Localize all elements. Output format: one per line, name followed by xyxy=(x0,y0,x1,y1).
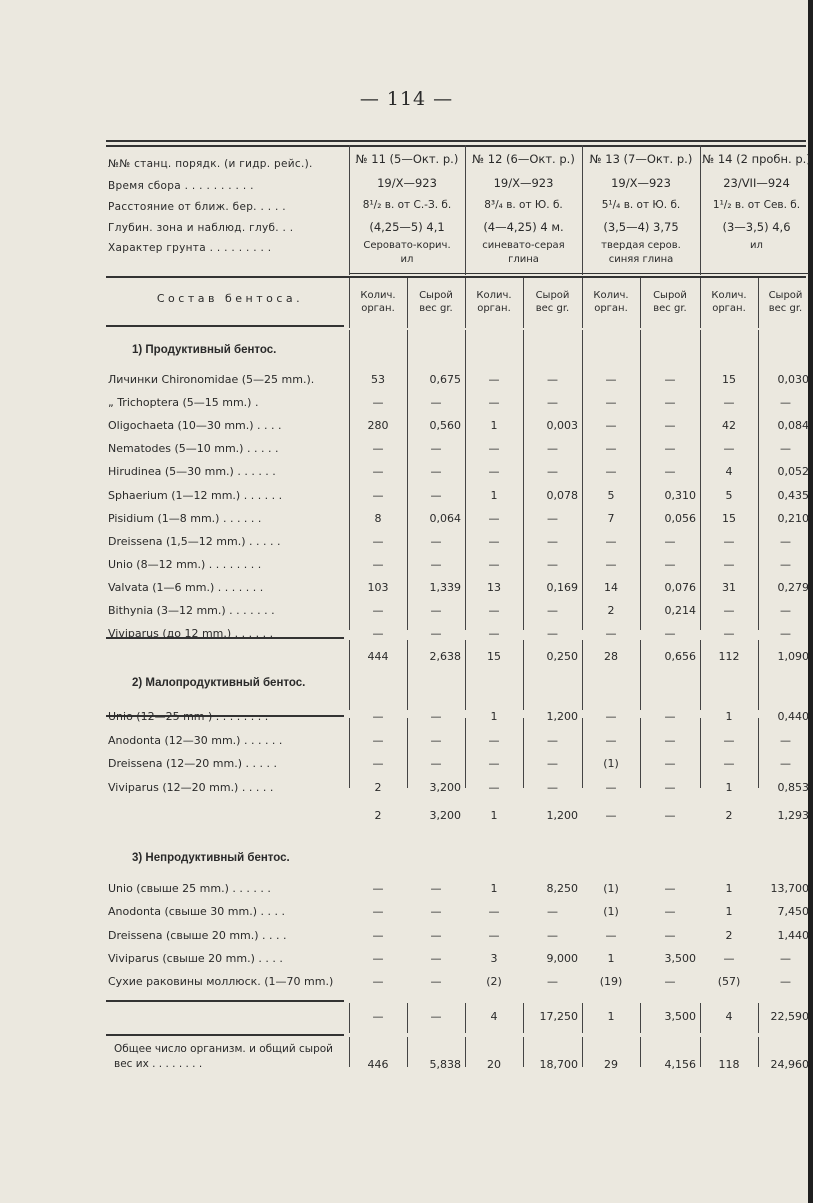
data-cell: — xyxy=(605,733,617,747)
row-label: Valvata (1—6 mm.) . . . . . . . xyxy=(108,580,264,594)
data-cell: — xyxy=(780,604,791,617)
data-cell: — xyxy=(723,534,735,548)
station-number: № 11 (5—Окт. р.) xyxy=(355,152,459,166)
data-cell: (2) xyxy=(486,975,502,989)
data-cell: — xyxy=(488,511,500,525)
header-label-1: №№ станц. порядк. (и гидр. рейс.). xyxy=(108,158,313,170)
data-cell: — xyxy=(723,951,735,965)
table-rule xyxy=(106,145,806,147)
data-cell: — xyxy=(430,757,442,770)
data-cell: (1) xyxy=(603,757,619,770)
station-depth: (3,5—4) 3,75 xyxy=(603,220,679,234)
data-cell: — xyxy=(488,733,500,747)
section-title: 3) Непродуктивный бентос. xyxy=(132,852,290,864)
data-cell: 0,214 xyxy=(664,604,696,617)
station-soil: Серовато-корич. xyxy=(363,240,451,251)
data-cell: — xyxy=(372,928,384,942)
data-cell: (19) xyxy=(599,975,623,989)
data-cell: 0,076 xyxy=(664,580,696,594)
row-label: Viviparus (до 12 mm.) . . . . . . xyxy=(108,627,274,641)
data-cell: — xyxy=(664,710,676,723)
data-cell: — xyxy=(547,905,558,919)
data-cell: — xyxy=(605,710,617,723)
sub-header-count: Колич. орган. xyxy=(593,290,629,314)
station-date: 19/X—923 xyxy=(611,176,671,190)
data-cell: 1 xyxy=(490,710,498,723)
data-cell: — xyxy=(723,442,735,456)
data-cell: — xyxy=(664,396,676,410)
data-cell: — xyxy=(780,557,791,571)
section-total-cell: 1,090 xyxy=(777,650,809,663)
data-cell: 13,700 xyxy=(770,882,809,895)
grand-total-label: Общее число организм. и общий сырой вес их . . . . . . . . xyxy=(114,1043,333,1070)
data-cell: 1,440 xyxy=(777,928,809,942)
data-cell: — xyxy=(664,557,676,571)
data-cell: — xyxy=(780,534,791,548)
data-cell: — xyxy=(547,465,558,479)
sub-header-weight: Сырой вес gr. xyxy=(768,290,803,314)
table-rule xyxy=(106,1034,344,1036)
data-cell: 0,560 xyxy=(429,419,461,433)
data-cell: — xyxy=(547,511,558,525)
data-cell: 0,853 xyxy=(777,780,809,794)
row-label: Viviparus (свыше 20 mm.) . . . . xyxy=(108,951,283,965)
section-title: 2) Малопродуктивный бентос. xyxy=(132,677,306,689)
data-cell: — xyxy=(372,534,384,548)
data-cell: — xyxy=(430,905,442,919)
data-cell: — xyxy=(547,733,558,747)
row-label: Bithynia (3—12 mm.) . . . . . . . xyxy=(108,604,275,617)
row-label: Unio (свыше 25 mm.) . . . . . . xyxy=(108,882,271,895)
section-total-cell: 1 xyxy=(607,1010,615,1023)
data-cell: — xyxy=(605,557,617,571)
station-date: 19/X—923 xyxy=(493,176,554,190)
data-cell: — xyxy=(664,373,676,386)
data-cell: — xyxy=(664,627,676,641)
data-cell: — xyxy=(430,488,442,502)
data-cell: — xyxy=(430,604,442,617)
section-title: 1) Продуктивный бентос. xyxy=(132,344,277,356)
data-cell: — xyxy=(664,733,676,747)
station-date: 19/X—923 xyxy=(377,176,437,190)
data-cell: — xyxy=(430,733,442,747)
sub-header-weight: Сырой вес gr. xyxy=(535,290,570,314)
row-label: Dreissena (1,5—12 mm.) . . . . . xyxy=(108,534,281,548)
data-cell: — xyxy=(605,419,617,433)
data-cell: — xyxy=(780,442,791,456)
data-cell: 42 xyxy=(722,419,736,433)
data-cell: — xyxy=(430,442,442,456)
data-cell: 0,310 xyxy=(664,488,696,502)
data-cell: — xyxy=(430,465,442,479)
section-total-cell: 444 xyxy=(367,650,389,663)
data-cell: — xyxy=(723,627,735,641)
data-cell: 0,675 xyxy=(429,373,461,386)
data-cell: — xyxy=(547,396,558,410)
table-column-line xyxy=(407,718,408,788)
row-label: Сухие раковины моллюск. (1—70 mm.) xyxy=(108,975,334,989)
data-cell: — xyxy=(430,882,442,895)
header-label-5: Характер грунта . . . . . . . . . xyxy=(108,242,272,254)
data-cell: 2 xyxy=(374,780,382,794)
section-total-cell: — xyxy=(605,809,617,822)
data-cell: — xyxy=(430,627,442,641)
grand-total-cell: 4,156 xyxy=(664,1058,696,1071)
data-cell: 1 xyxy=(490,488,498,502)
section-total-cell: 4 xyxy=(490,1010,498,1023)
sub-header-count: Колич. орган. xyxy=(476,290,512,314)
data-cell: — xyxy=(723,396,735,410)
table-rule xyxy=(349,273,809,274)
station-distance: 5¹/₄ в. от Ю. б. xyxy=(601,199,681,211)
data-cell: 0,078 xyxy=(546,488,578,502)
grand-total-cell: 118 xyxy=(718,1058,740,1071)
data-cell: 103 xyxy=(367,580,389,594)
data-cell: 2 xyxy=(607,604,615,617)
data-cell: 3,500 xyxy=(664,951,696,965)
page-number: — 114 — xyxy=(359,88,454,110)
station-distance: 8¹/₂ в. от С.-З. б. xyxy=(362,199,452,211)
data-cell: — xyxy=(430,710,442,723)
data-cell: — xyxy=(372,488,384,502)
row-label: Unio (8—12 mm.) . . . . . . . . xyxy=(108,557,262,571)
data-cell: — xyxy=(547,442,558,456)
data-cell: 9,000 xyxy=(546,951,578,965)
data-cell: 31 xyxy=(722,580,736,594)
data-cell: 0,052 xyxy=(777,465,809,479)
data-cell: — xyxy=(664,928,676,942)
header-label-2: Время сбора . . . . . . . . . . xyxy=(108,180,254,192)
section-total-cell: 15 xyxy=(487,650,501,663)
data-cell: — xyxy=(372,465,384,479)
station-soil: ил xyxy=(750,240,763,251)
composition-label: Состав бентоса. xyxy=(156,292,304,305)
data-cell: 1 xyxy=(725,710,733,723)
data-cell: — xyxy=(372,604,384,617)
data-cell: 1 xyxy=(490,882,498,895)
data-cell: — xyxy=(605,465,617,479)
data-cell: — xyxy=(723,757,735,770)
data-cell: — xyxy=(372,905,384,919)
station-depth: (4,25—5) 4,1 xyxy=(369,220,445,234)
data-cell: — xyxy=(488,905,500,919)
data-cell: — xyxy=(547,627,558,641)
data-cell: — xyxy=(430,534,442,548)
data-cell: 0,440 xyxy=(777,710,809,723)
data-cell: — xyxy=(605,627,617,641)
data-cell: 2 xyxy=(725,928,733,942)
station-soil-line2: синяя глина xyxy=(608,254,674,265)
grand-total-cell: 20 xyxy=(487,1058,501,1071)
section-total-cell: 17,250 xyxy=(539,1010,578,1023)
data-cell: — xyxy=(780,951,791,965)
table-column-line xyxy=(640,718,641,788)
row-label: Viviparus (12—20 mm.) . . . . . xyxy=(108,780,274,794)
data-cell: — xyxy=(664,905,676,919)
section-total-cell: — xyxy=(664,809,676,822)
data-cell: — xyxy=(372,557,384,571)
grand-total-cell: 29 xyxy=(604,1058,618,1071)
data-cell: — xyxy=(488,604,500,617)
data-cell: 0,084 xyxy=(777,419,809,433)
data-cell: 5 xyxy=(725,488,733,502)
data-cell: 0,279 xyxy=(777,580,809,594)
section-total-cell: 28 xyxy=(604,650,618,663)
data-cell: — xyxy=(723,733,735,747)
section-total-cell: 22,590 xyxy=(770,1010,809,1023)
table-column-line xyxy=(349,718,350,788)
grand-total-cell: 24,960 xyxy=(770,1058,809,1071)
table-column-line xyxy=(758,718,759,788)
data-cell: 15 xyxy=(722,511,736,525)
station-soil-line2: глина xyxy=(508,254,539,265)
data-cell: — xyxy=(605,442,617,456)
station-soil: синевато-серая xyxy=(482,240,565,251)
row-label: Anodonta (свыше 30 mm.) . . . . xyxy=(108,905,285,919)
data-cell: — xyxy=(547,780,558,794)
data-cell: 0,169 xyxy=(546,580,578,594)
grand-total-cell: 5,838 xyxy=(429,1058,461,1071)
data-cell: 7 xyxy=(607,511,615,525)
station-distance: 1¹/₂ в. от Сев. б. xyxy=(712,199,801,211)
grand-total-cell: 446 xyxy=(367,1058,389,1071)
data-cell: 7,450 xyxy=(777,905,809,919)
data-cell: 1 xyxy=(725,905,733,919)
section-total-cell: 2,638 xyxy=(429,650,461,663)
row-label: Oligochaeta (10—30 mm.) . . . . xyxy=(108,419,282,433)
data-cell: — xyxy=(664,882,676,895)
row-label: Pisidium (1—8 mm.) . . . . . . xyxy=(108,511,262,525)
data-cell: — xyxy=(430,557,442,571)
data-cell: — xyxy=(605,373,617,386)
data-cell: — xyxy=(488,928,500,942)
data-cell: — xyxy=(547,975,558,989)
row-label: Dreissena (12—20 mm.) . . . . . xyxy=(108,757,277,770)
data-cell: — xyxy=(430,975,442,989)
section-total-cell: 0,250 xyxy=(546,650,578,663)
sub-header-count: Колич. орган. xyxy=(360,290,396,314)
data-cell: — xyxy=(372,396,384,410)
sub-header-weight: Сырой вес gr. xyxy=(653,290,687,314)
section-total-cell: 2 xyxy=(725,809,733,822)
data-cell: — xyxy=(430,951,442,965)
row-label: „ Trichoptera (5—15 mm.) . xyxy=(108,396,259,410)
section-total-cell: 1,293 xyxy=(777,809,809,822)
station-date: 23/VII—924 xyxy=(723,176,790,190)
data-cell: 0,056 xyxy=(664,511,696,525)
data-cell: — xyxy=(664,780,676,794)
data-cell: — xyxy=(488,373,500,386)
section-total-cell: — xyxy=(430,1010,442,1023)
table-column-line xyxy=(582,718,583,788)
data-cell: — xyxy=(780,733,791,747)
table-column-line xyxy=(523,718,524,788)
data-cell: — xyxy=(780,396,791,410)
data-cell: — xyxy=(488,534,500,548)
data-cell: — xyxy=(780,975,791,989)
section-total-cell: 0,656 xyxy=(664,650,696,663)
table-rule xyxy=(106,140,806,142)
row-label: Anodonta (12—30 mm.) . . . . . . xyxy=(108,733,283,747)
table-rule xyxy=(106,276,806,278)
data-cell: 1,200 xyxy=(546,710,578,723)
data-cell: — xyxy=(488,465,500,479)
section-total-cell: 2 xyxy=(374,809,382,822)
table-rule xyxy=(106,325,344,327)
station-number: № 12 (6—Окт. р.) xyxy=(472,152,575,166)
data-cell: — xyxy=(430,396,442,410)
data-cell: 4 xyxy=(725,465,733,479)
data-cell: — xyxy=(664,419,676,433)
data-cell: — xyxy=(547,557,558,571)
data-cell: — xyxy=(547,373,558,386)
data-cell: 1 xyxy=(725,882,733,895)
data-cell: — xyxy=(372,882,384,895)
header-label-4: Глубин. зона и наблюд. глуб. . . xyxy=(108,222,294,234)
data-cell: — xyxy=(547,534,558,548)
row-label: Nematodes (5—10 mm.) . . . . . xyxy=(108,442,279,456)
data-cell: — xyxy=(664,442,676,456)
data-cell: — xyxy=(372,975,384,989)
data-cell: — xyxy=(547,928,558,942)
data-cell: 5 xyxy=(607,488,615,502)
data-cell: — xyxy=(664,465,676,479)
data-cell: — xyxy=(605,928,617,942)
data-cell: — xyxy=(605,780,617,794)
data-cell: — xyxy=(488,627,500,641)
data-cell: — xyxy=(664,534,676,548)
table-rule xyxy=(106,1000,344,1002)
section-total-cell: 3,200 xyxy=(429,809,461,822)
data-cell: 280 xyxy=(367,419,389,433)
row-label: Hirudinea (5—30 mm.) . . . . . . xyxy=(108,465,276,479)
data-cell: 0,435 xyxy=(777,488,809,502)
station-soil-line2: ил xyxy=(400,254,414,265)
data-cell: 8 xyxy=(374,511,382,525)
section-total-cell: 1,200 xyxy=(546,809,578,822)
data-cell: — xyxy=(372,627,384,641)
data-cell: — xyxy=(372,951,384,965)
grand-total-cell: 18,700 xyxy=(539,1058,578,1071)
sub-header-weight: Сырой вес gr. xyxy=(419,290,453,314)
data-cell: 14 xyxy=(604,580,618,594)
data-cell: 1 xyxy=(490,419,498,433)
data-cell: 13 xyxy=(487,580,501,594)
station-number: № 14 (2 пробн. р.) xyxy=(702,152,811,166)
data-cell: — xyxy=(488,757,500,770)
data-cell: — xyxy=(372,710,384,723)
data-cell: — xyxy=(488,557,500,571)
section-total-cell: 1 xyxy=(490,809,498,822)
data-cell: 8,250 xyxy=(546,882,578,895)
data-cell: — xyxy=(780,757,791,770)
station-soil: твердая серов. xyxy=(601,240,681,251)
data-cell: 3 xyxy=(490,951,498,965)
data-cell: — xyxy=(372,757,384,770)
data-cell: — xyxy=(488,780,500,794)
station-number: № 13 (7—Окт. р.) xyxy=(589,152,693,166)
data-cell: 0,003 xyxy=(546,419,578,433)
data-cell: 3,200 xyxy=(429,780,461,794)
station-distance: 8³/₄ в. от Ю. б. xyxy=(484,199,563,211)
row-label: Личинки Chironomidae (5—25 mm.). xyxy=(108,373,315,386)
table-column-line xyxy=(465,718,466,788)
data-cell: 0,030 xyxy=(777,373,809,386)
data-cell: — xyxy=(372,442,384,456)
row-label: Dreissena (свыше 20 mm.) . . . . xyxy=(108,928,287,942)
table-column-line xyxy=(700,718,701,788)
row-label: Unio (12—25 mm ) . . . . . . . . xyxy=(108,710,269,723)
data-cell: (1) xyxy=(603,882,619,895)
data-cell: — xyxy=(488,442,500,456)
data-cell: — xyxy=(372,733,384,747)
data-cell: 0,210 xyxy=(777,511,809,525)
section-total-cell: 112 xyxy=(718,650,740,663)
data-cell: 15 xyxy=(722,373,736,386)
data-cell: — xyxy=(547,757,558,770)
data-cell: 53 xyxy=(371,373,385,386)
data-cell: — xyxy=(723,604,735,617)
data-cell: 1 xyxy=(725,780,733,794)
data-cell: — xyxy=(430,928,442,942)
data-cell: — xyxy=(723,557,735,571)
data-cell: 1 xyxy=(607,951,615,965)
section-total-cell: — xyxy=(372,1010,384,1023)
station-depth: (3—3,5) 4,6 xyxy=(722,220,791,234)
station-depth: (4—4,25) 4 м. xyxy=(483,220,564,234)
data-cell: (57) xyxy=(717,975,741,989)
section-total-cell: 3,500 xyxy=(664,1010,696,1023)
data-cell: (1) xyxy=(603,905,619,919)
row-label: Sphaerium (1—12 mm.) . . . . . . xyxy=(108,488,283,502)
data-cell: — xyxy=(780,627,791,641)
data-cell: 1,339 xyxy=(429,580,461,594)
section-total-cell: 4 xyxy=(725,1010,733,1023)
data-cell: — xyxy=(605,534,617,548)
data-cell: — xyxy=(664,975,676,989)
data-cell: — xyxy=(488,396,500,410)
header-label-3: Расстояние от ближ. бер. . . . . xyxy=(108,201,286,213)
sub-header-count: Колич. орган. xyxy=(711,290,747,314)
data-cell: 0,064 xyxy=(429,511,461,525)
data-cell: — xyxy=(664,757,676,770)
data-cell: — xyxy=(547,604,558,617)
data-cell: — xyxy=(605,396,617,410)
